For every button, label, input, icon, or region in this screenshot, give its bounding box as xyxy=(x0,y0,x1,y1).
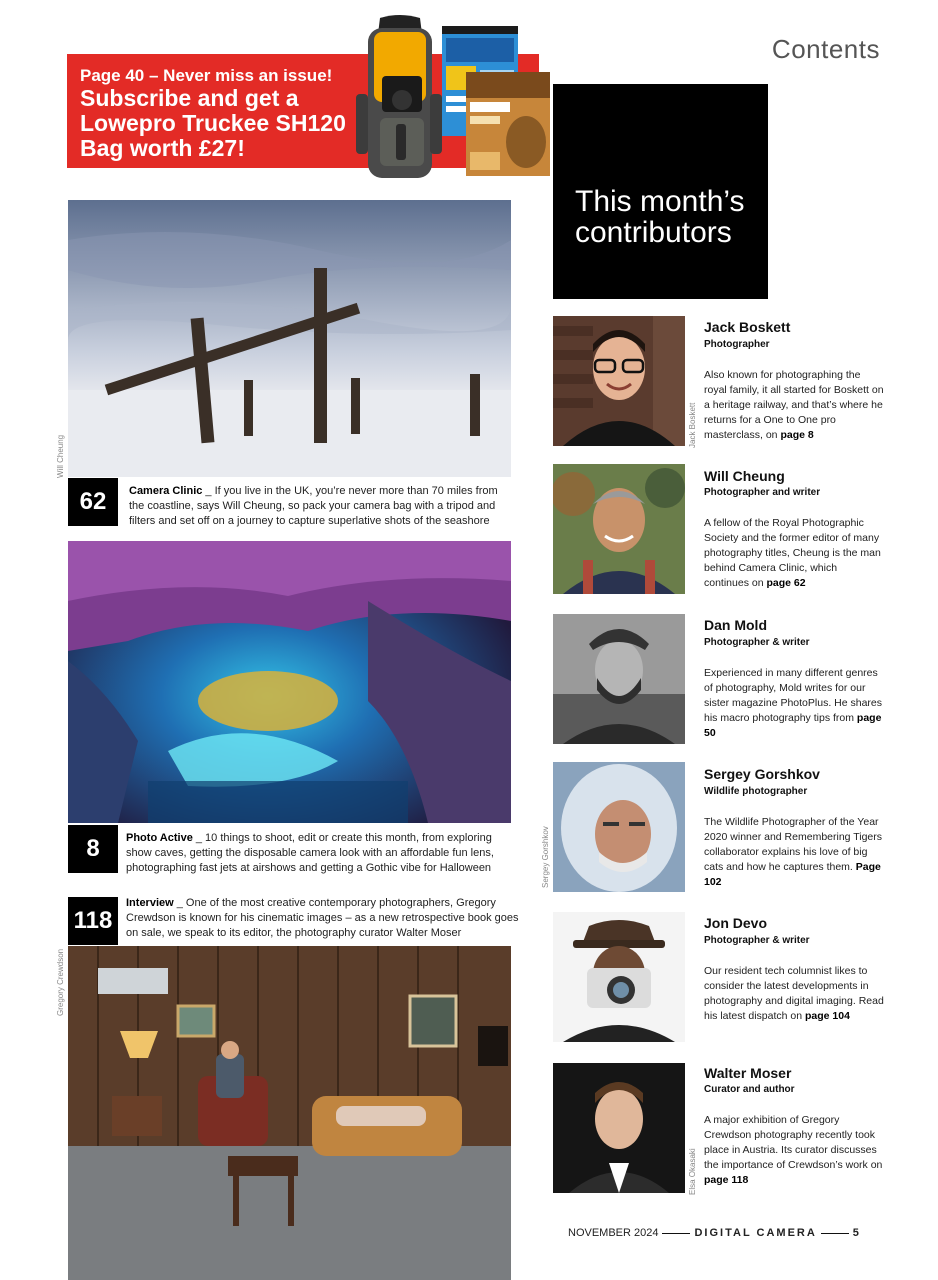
feature-caption-camera-clinic[interactable] xyxy=(129,484,514,529)
feature-text: _ If you live in the UK, you’re never more than 70 miles from the coastline, says Will Cheung, so pack your camera bag with a tripod and filters and set off on a journey to capture superlative shots of the seashore xyxy=(129,485,498,527)
portrait-jack-boskett[interactable] xyxy=(553,316,685,446)
seascape-photo[interactable] xyxy=(68,200,511,477)
feature-title: Interview xyxy=(126,897,174,909)
portrait-jon-devo[interactable] xyxy=(553,912,685,1042)
feature-page-number: 118 xyxy=(68,897,118,945)
feature-title: Camera Clinic xyxy=(129,485,203,497)
contributor-name: Jon Devo xyxy=(704,915,768,931)
bio-text: A major exhibition of Gregory Crewdson photography recently took place in Austria. Its curator discusses the importance of Crewdson’s work on xyxy=(704,1114,883,1171)
footer-date: NOVEMBER 2024 xyxy=(568,1227,659,1239)
feature-page-number: 62 xyxy=(68,478,118,526)
crewdson-room-photo[interactable] xyxy=(68,946,511,1280)
page-footer xyxy=(568,1227,878,1239)
footer-rule xyxy=(662,1233,690,1234)
feature-title: Photo Active xyxy=(126,832,193,844)
footer-page-number: 5 xyxy=(852,1227,859,1239)
contributor-bio xyxy=(704,666,884,741)
portrait-walter-moser[interactable] xyxy=(553,1063,685,1193)
bio-text: Experienced in many different genres of photography, Mold writes for our sister magazine PhotoPlus. He shares his macro photography tips from xyxy=(704,667,883,724)
portrait-sergey-gorshkov[interactable] xyxy=(553,762,685,892)
bio-text: Also known for photographing the royal family, it all started for Boskett on a heritage railway, and that’s where he returns for a One to One pro masterclass, on xyxy=(704,369,884,441)
contributor-name: Jack Boskett xyxy=(704,319,791,335)
footer-magazine: DIGITAL CAMERA xyxy=(694,1227,817,1239)
portrait-credit: Sergey Gorshkov xyxy=(541,826,550,888)
page-reference[interactable]: page 8 xyxy=(780,429,814,441)
contributor-role: Photographer xyxy=(704,339,770,350)
page-reference[interactable]: page 50 xyxy=(704,712,882,739)
feature-caption-interview[interactable] xyxy=(126,896,521,941)
portrait-credit: Elsa Okasaki xyxy=(688,1148,697,1195)
contributors-title: This month’s contributors xyxy=(575,185,745,249)
contributor-name: Walter Moser xyxy=(704,1065,792,1081)
contributor-role: Photographer and writer xyxy=(704,487,821,498)
contributor-bio xyxy=(704,1113,884,1188)
contributor-name: Will Cheung xyxy=(704,468,785,484)
feature-text: _ One of the most creative contemporary photographers, Gregory Crewdson is known for his cinematic images – as a new retrospective book goes on sale, we speak to its editor, the photography curator Walter Moser xyxy=(126,897,519,939)
page-reference[interactable]: page 104 xyxy=(804,1010,850,1022)
portrait-dan-mold[interactable] xyxy=(553,614,685,744)
page-reference[interactable]: page 118 xyxy=(704,1174,749,1186)
magazine-cover-front xyxy=(466,72,550,176)
banner-headline: Subscribe and get a Lowepro Truckee SH120 Bag worth £27! xyxy=(80,85,346,161)
bio-text: A fellow of the Royal Photographic Society and the former editor of many photography titles, Cheung is the man behind Camera Clinic, which continues on xyxy=(704,517,881,589)
contributor-bio xyxy=(704,815,884,890)
portrait-credit: Jack Boskett xyxy=(688,402,697,448)
feature-caption-photo-active[interactable] xyxy=(126,831,516,876)
contributor-role: Photographer & writer xyxy=(704,935,810,946)
contributor-name: Sergey Gorshkov xyxy=(704,766,820,782)
contributor-name: Dan Mold xyxy=(704,617,767,633)
feature-text: _ 10 things to shoot, edit or create this month, from exploring show caves, getting the disposable camera look with an affordable fun lens, photographing fast jets at airshows and getting a Gothic vibe for Halloween xyxy=(126,832,494,874)
contributor-bio xyxy=(704,516,884,591)
bio-text: The Wildlife Photographer of the Year 2020 winner and Remembering Tigers collaborator explains his love of big cats and how he captures them. xyxy=(704,816,883,873)
page-reference[interactable]: page 62 xyxy=(766,577,806,589)
photo-credit-will-cheung: Will Cheung xyxy=(56,434,65,478)
section-title: Contents xyxy=(771,34,880,64)
footer-rule xyxy=(821,1233,849,1234)
camera-bag-image xyxy=(350,14,450,192)
contributor-bio xyxy=(704,368,884,443)
contributor-role: Curator and author xyxy=(704,1084,795,1095)
contributor-role: Wildlife photographer xyxy=(704,786,808,797)
cave-photo[interactable] xyxy=(68,541,511,823)
bio-text: Our resident tech columnist likes to consider the latest developments in photography and digital imaging. Read his latest dispatch on xyxy=(704,965,884,1022)
contributor-bio xyxy=(704,964,884,1024)
portrait-will-cheung[interactable] xyxy=(553,464,685,594)
page-reference[interactable]: Page 102 xyxy=(704,861,881,888)
photo-credit-gregory-crewdson: Gregory Crewdson xyxy=(56,948,65,1016)
banner-kicker: Page 40 – Never miss an issue! xyxy=(80,66,333,85)
contributor-role: Photographer & writer xyxy=(704,637,810,648)
feature-page-number: 8 xyxy=(68,825,118,873)
